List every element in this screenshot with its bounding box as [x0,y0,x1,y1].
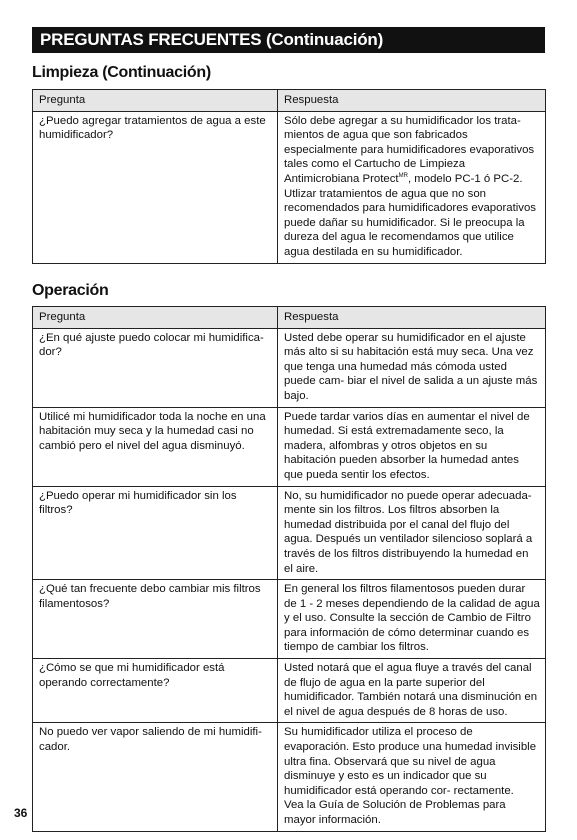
answer-cell [278,723,546,831]
answer-cell: No, su humidificador no puede operar adecuada- mente sin los filtros. Los filtros absorben la humedad distribuida por el canal del flujo del agua. Después un ventilador silencioso soplará a través de los filtros distribuyendo la humedad en el aire. [278,486,546,580]
answer-text: Su humidificador utiliza el proceso de evaporación. Esto produce una humedad invisible ultra fina. Observará que su nivel de agua disminuye y esto es un indicador que su humidificador está operando cor- rectamente. [284,726,537,797]
column-header-question: Pregunta [33,90,278,112]
faq-table-limpieza [32,89,546,264]
table-header-row [33,90,546,112]
section-title-operacion: Operación [32,282,109,299]
column-header-answer: Respuesta [278,307,546,329]
table-row [33,486,546,580]
answer-cell [278,111,546,263]
table-row [33,580,546,659]
table-row [33,328,546,407]
table-row [33,407,546,486]
table-header-row [33,307,546,329]
table-row [33,659,546,723]
question-cell: No puedo ver vapor saliendo de mi humidifi- cador. [33,723,278,831]
question-cell: ¿Puedo agregar tratamientos de agua a este humidificador? [33,111,278,263]
question-cell: ¿En qué ajuste puedo colocar mi humidifica- dor? [33,328,278,407]
answer-cell: Usted debe operar su humidificador en el ajuste más alto si su habitación está muy seca. Una vez que tenga una humedad más cómoda usted puede cam- biar el nivel de salida a un ajuste más bajo. [278,328,546,407]
question-cell: ¿Puedo operar mi humidificador sin los filtros? [33,486,278,580]
page-banner: PREGUNTAS FRECUENTES (Continuación) [32,27,545,53]
question-cell: ¿Cómo se que mi humidificador está operando correctamente? [33,659,278,723]
trademark-superscript: MR [398,173,408,180]
table-row [33,111,546,263]
answer-cell: Usted notará que el agua fluye a través del canal de flujo de agua en la parte superior del humidificador. También notará una disminución en el nivel de agua después de 8 horas de uso. [278,659,546,723]
answer-cell: Puede tardar varios días en aumentar el nivel de humedad. Si está extremadamente seco, la madera, alfombras y otros objetos en su habitación pueden absorber la humedad antes que pueda sentir los efectos. [278,407,546,486]
page-number: 36 [14,806,28,820]
faq-table-operacion [32,306,546,832]
table-row [33,723,546,831]
answer-text: Sólo debe agregar a su humidificador los trata- mientos de agua que son fabricados especialmente para humidificadores evaporativos tales como el Cartucho de Limpieza Antimicrobiana Protect [284,114,535,185]
answer-cell: En general los filtros filamentosos pueden durar de 1 - 2 meses dependiendo de la calidad de agua y el uso. Consulte la sección de Cambio de Filtro para información de cómo determinar cuando es tiempo de cambiar los filtros. [278,580,546,659]
question-cell: ¿Qué tan frecuente debo cambiar mis filtros filamentosos? [33,580,278,659]
question-cell: Utilicé mi humidificador toda la noche en una habitación muy seca y la humedad casi no cambió pero el nivel del agua disminuyó. [33,407,278,486]
answer-text-continued: , modelo PC-1 ó PC-2. Utlizar tratamientos de agua que no son recomendados para humidificadores evaporativos puede dañar su humidificador. Si le preocupa la dureza del agua le recomendamos que utilice agua destilada en su humidificador. [284,172,537,258]
column-header-answer: Respuesta [278,90,546,112]
answer-text-reference: Vea la Guía de Solución de Problemas para mayor información. [284,799,506,826]
section-title-limpieza: Limpieza (Continuación) [32,64,211,81]
column-header-question: Pregunta [33,307,278,329]
